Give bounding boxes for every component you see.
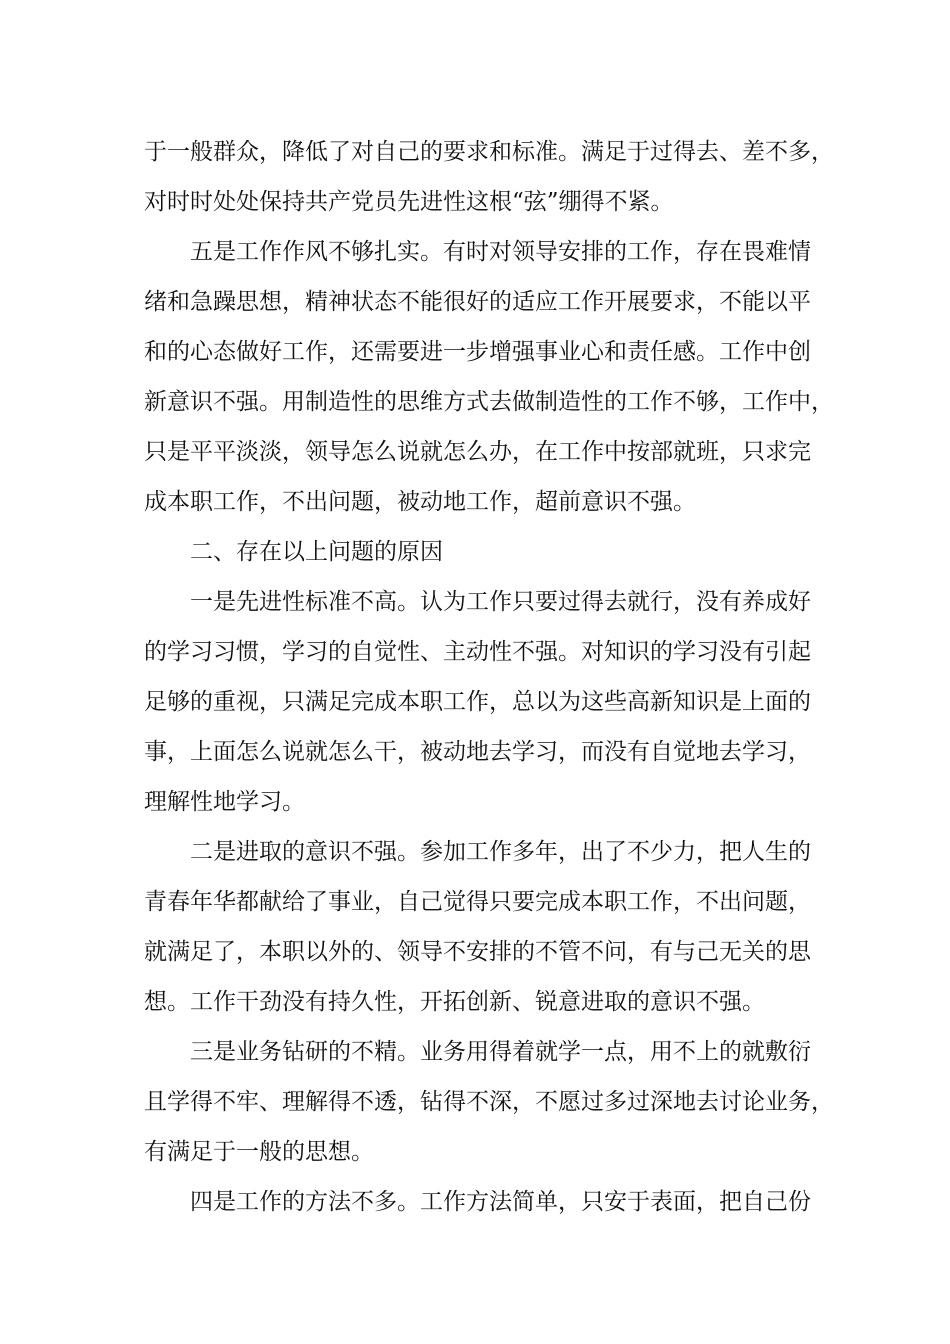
section-heading: 二、存在以上问题的原因 <box>190 539 443 565</box>
body-text-line: 的学习习惯，学习的自觉性、主动性不强。对知识的学习没有引起 <box>144 639 811 665</box>
body-text-line: 只是平平淡淡，领导怎么说就怎么办，在工作中按部就班，只求完 <box>144 439 811 465</box>
paragraph-first-line: 一是先进性标准不高。认为工作只要过得去就行，没有养成好 <box>190 589 811 615</box>
body-text-line: 且学得不牢、理解得不透，钻得不深，不愿过多过深地去讨论业务， <box>144 1089 834 1115</box>
paragraph-first-line: 二是进取的意识不强。参加工作多年，出了不少力，把人生的 <box>190 839 811 865</box>
body-text-line: 和的心态做好工作，还需要进一步增强事业心和责任感。工作中创 <box>144 339 811 365</box>
body-text-line: 成本职工作，不出问题，被动地工作，超前意识不强。 <box>144 489 696 515</box>
paragraph-first-line: 五是工作作风不够扎实。有时对领导安排的工作，存在畏难情 <box>190 239 811 265</box>
body-text-line: 于一般群众，降低了对自己的要求和标准。满足于过得去、差不多， <box>144 139 834 165</box>
body-text-line: 有满足于一般的思想。 <box>144 1139 374 1165</box>
body-text-line: 就满足了，本职以外的、领导不安排的不管不问，有与己无关的思 <box>144 939 811 965</box>
body-text-line: 足够的重视，只满足完成本职工作，总以为这些高新知识是上面的 <box>144 689 811 715</box>
body-text-line: 事，上面怎么说就怎么干，被动地去学习，而没有自觉地去学习， <box>144 739 811 765</box>
body-text-line: 青春年华都献给了事业，自己觉得只要完成本职工作，不出问题， <box>144 889 811 915</box>
paragraph-first-line: 四是工作的方法不多。工作方法简单，只安于表面，把自己份 <box>190 1189 811 1215</box>
body-text-line: 新意识不强。用制造性的思维方式去做制造性的工作不够，工作中， <box>144 389 834 415</box>
body-text-line: 对时时处处保持共产党员先进性这根“弦”绷得不紧。 <box>144 189 674 215</box>
body-text-line: 绪和急躁思想，精神状态不能很好的适应工作开展要求，不能以平 <box>144 289 811 315</box>
paragraph-first-line: 三是业务钻研的不精。业务用得着就学一点，用不上的就敷衍 <box>190 1039 811 1065</box>
body-text-line: 想。工作干劲没有持久性，开拓创新、锐意进取的意识不强。 <box>144 989 765 1015</box>
body-text-line: 理解性地学习。 <box>144 789 305 815</box>
